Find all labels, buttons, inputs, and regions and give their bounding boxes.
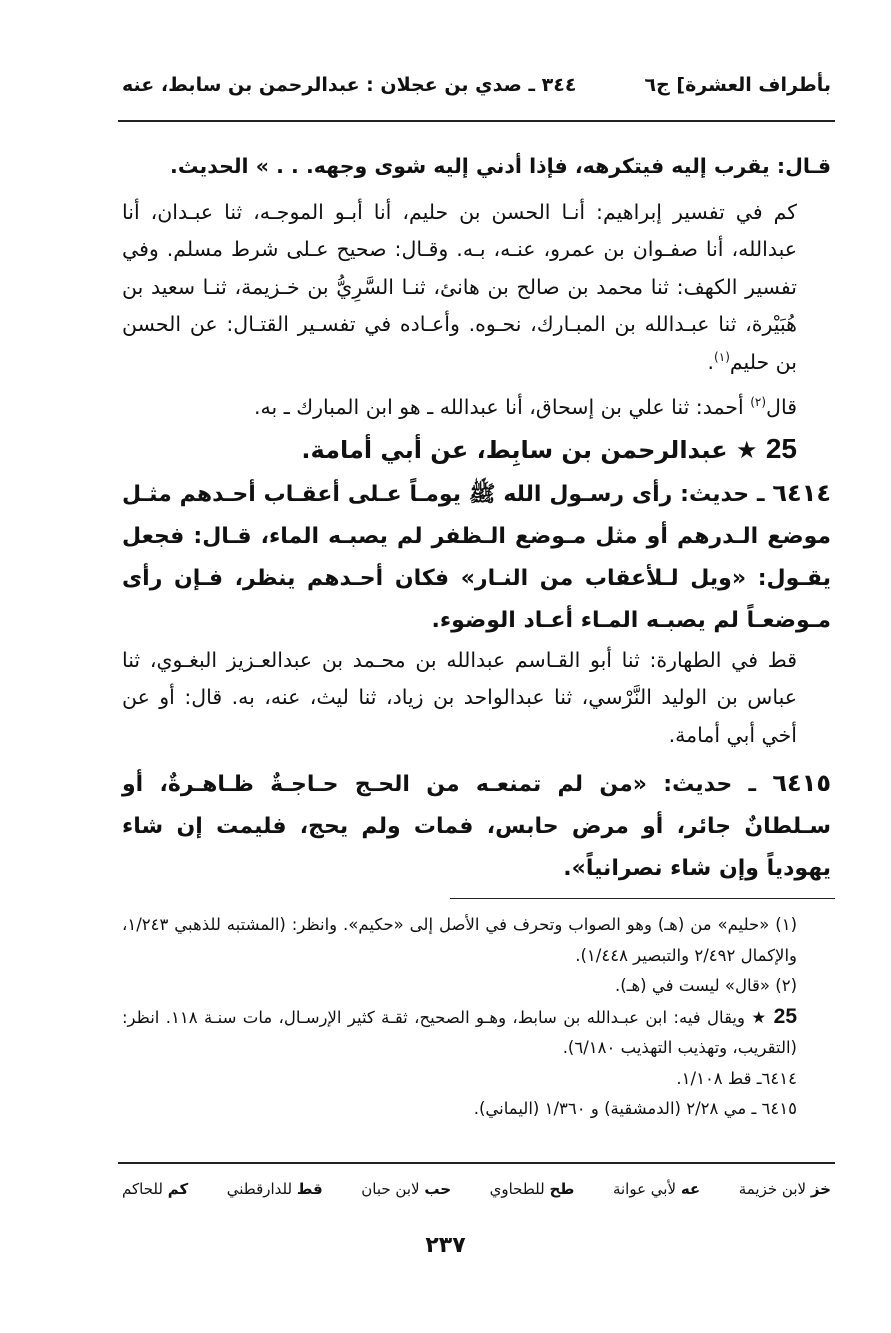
abbr-item: خز لابن خزيمة <box>738 1180 831 1198</box>
abbr-item: عه لأبي عوانة <box>612 1180 701 1198</box>
abbr-item: حب لابن حبان <box>361 1180 452 1198</box>
narrator-title: عبدالرحمن بن سابِط، عن أبي أمامة. <box>301 435 728 464</box>
ahmad-paragraph: قال$^{(٢)}$ أحمد: ثنا علي بن إسحاق، أنا عبدالله ـ هو ابن المبارك ـ به. <box>253 395 797 419</box>
footnote-ref-1[interactable]: (١) <box>714 349 730 364</box>
footnote-6414: ٦٤١٤ـ قط ١/١٠٨. <box>676 1068 797 1088</box>
running-header <box>122 74 831 96</box>
header-chapter: ٣٤٤ ـ صدي بن عجلان : عبدالرحمن بن سابط، عنه <box>122 74 577 96</box>
hadith-6415-number: ٦٤١٥ <box>772 769 831 797</box>
footnotes <box>122 910 831 1125</box>
header-volume: بأطراف العشرة] ج٦ <box>644 74 831 96</box>
hadith-6414-number: ٦٤١٤ <box>772 478 831 507</box>
star-icon: ★ <box>751 1007 768 1027</box>
footnote-1: (١) «حليم» من (هـ) وهو الصواب وتحرف في الأصل إلى «حكيم». وانظر: (المشتبه للذهبي ١/٢٤٣، والإكمال ٢/٤٩٢ والتبصير ١/٤٤٨). <box>122 915 797 965</box>
header-rule <box>118 120 835 122</box>
footnote-25: 25 ★ ويقال فيه: ابن عبـدالله بن سابط، وهـو الصحيح، ثقـة كثير الإرسـال، مات سنـة ١١٨. انظر: (التقريب، وتهذيب التهذيب ٦/١٨٠). <box>122 1004 798 1057</box>
narrator-number: 25 <box>765 432 797 464</box>
main-text <box>122 148 831 890</box>
footnote-6415: ٦٤١٥ ـ مي ٢/٢٨ (الدمشقية) و ١/٣٦٠ (اليماني). <box>473 1099 797 1118</box>
page-number: ٢٣٧ <box>425 1233 466 1258</box>
takhrij-text: كم في تفسير إبراهيم: أنـا الحسن بن حليم، أنا أبـو الموجـه، ثنا عبـدان، أنا عبدالله، أنا صفـوان بن عمرو، عنـه، بـه. وقـال: صحيح عـلى شرط مسلم. وفي تفسير الكهف: ثنا محمد بن صالح بن هانئ، ثنـا السَّرِيُّ بن خـزيمة، ثنـا سعيد بن هُبَيْرة، ثنا عبـدالله بن المبـارك، نحـوه. وأعـاده في تفسـير القتـال: عن الحسن بن حليم <box>122 199 797 374</box>
takhrij-6414: قط في الطهارة: ثنا أبو القـاسم عبدالله بن محـمد بن عبدالعـزيز البغـوي، ثنا عباس بن الوليد النَّرْسي، ثنا عبدالواحد بن زياد، ثنا ليث، عنه، به. قال: أو عن أخي أبي أمامة. <box>122 647 797 747</box>
ahmad-text: أحمد: ثنا علي بن إسحاق، أنا عبدالله ـ هو ابن المبارك ـ به. <box>253 395 744 419</box>
footnote-rule <box>450 898 835 899</box>
abbr-item: قط للدارقطني <box>226 1180 323 1198</box>
footnote-2: (٢) «قال» ليست في (هـ). <box>614 976 797 995</box>
takhrij-paragraph: كم في تفسير إبراهيم: أنـا الحسن بن حليم، أنا أبـو الموجـه، ثنا عبـدان، أنا عبدالله، أنا صفـوان بن عمرو، عنـه، بـه. وقـال: صحيح عـلى شرط مسلم. وفي تفسير الكهف: ثنا محمد بن صالح بن هانئ، ثنـا السَّرِيُّ بن خـزيمة، ثنـا سعيد بن هُبَيْرة، ثنا عبـدالله بن المبـارك، نحـوه. وأعـاده في تفسـير القتـال: عن الحسن بن حليم$^{(١)}$. <box>122 199 797 374</box>
hadith-6414-text: ـ حديث: رأى رسـول الله ﷺ يومـاً عـلى أعقـاب أحـدهم مثـل موضع الـدرهم أو مثل مـوضع الـظفر لم يصبـه الماء، قـال: فجعل يقـول: «ويل لـلأعقاب من النـار» فكان أحـدهم ينظر، فـإن رأى مـوضعـاً لم يصبـه المـاء أعـاد الوضوء. <box>122 481 831 633</box>
abbr-item: طح للطحاوي <box>489 1180 575 1198</box>
abbreviations-key <box>122 1180 831 1198</box>
abbr-item: كم للحاكم <box>122 1180 189 1198</box>
hadith-6415 <box>122 762 831 890</box>
hadith-continuation: قـال: يقرب إليه فيتكرهه، فإذا أدني إليه شوى وجهه. . . » الحديث. <box>170 154 831 178</box>
star-icon: ★ <box>735 435 758 464</box>
abbreviations-rule <box>118 1162 835 1164</box>
hadith-6414 <box>122 472 831 642</box>
narrator-heading <box>122 427 831 472</box>
footnote-ref-2[interactable]: (٢) <box>750 395 767 410</box>
hadith-6415-text: ـ حديث: «من لم تمنعـه من الحـج حـاجـةٌ ظـاهـرةٌ، أو سـلطانٌ جائر، أو مرض حابس، فمات ولم يحج، فليمت إن شاء يهودياً وإن شاء نصرانياً». <box>122 772 831 881</box>
